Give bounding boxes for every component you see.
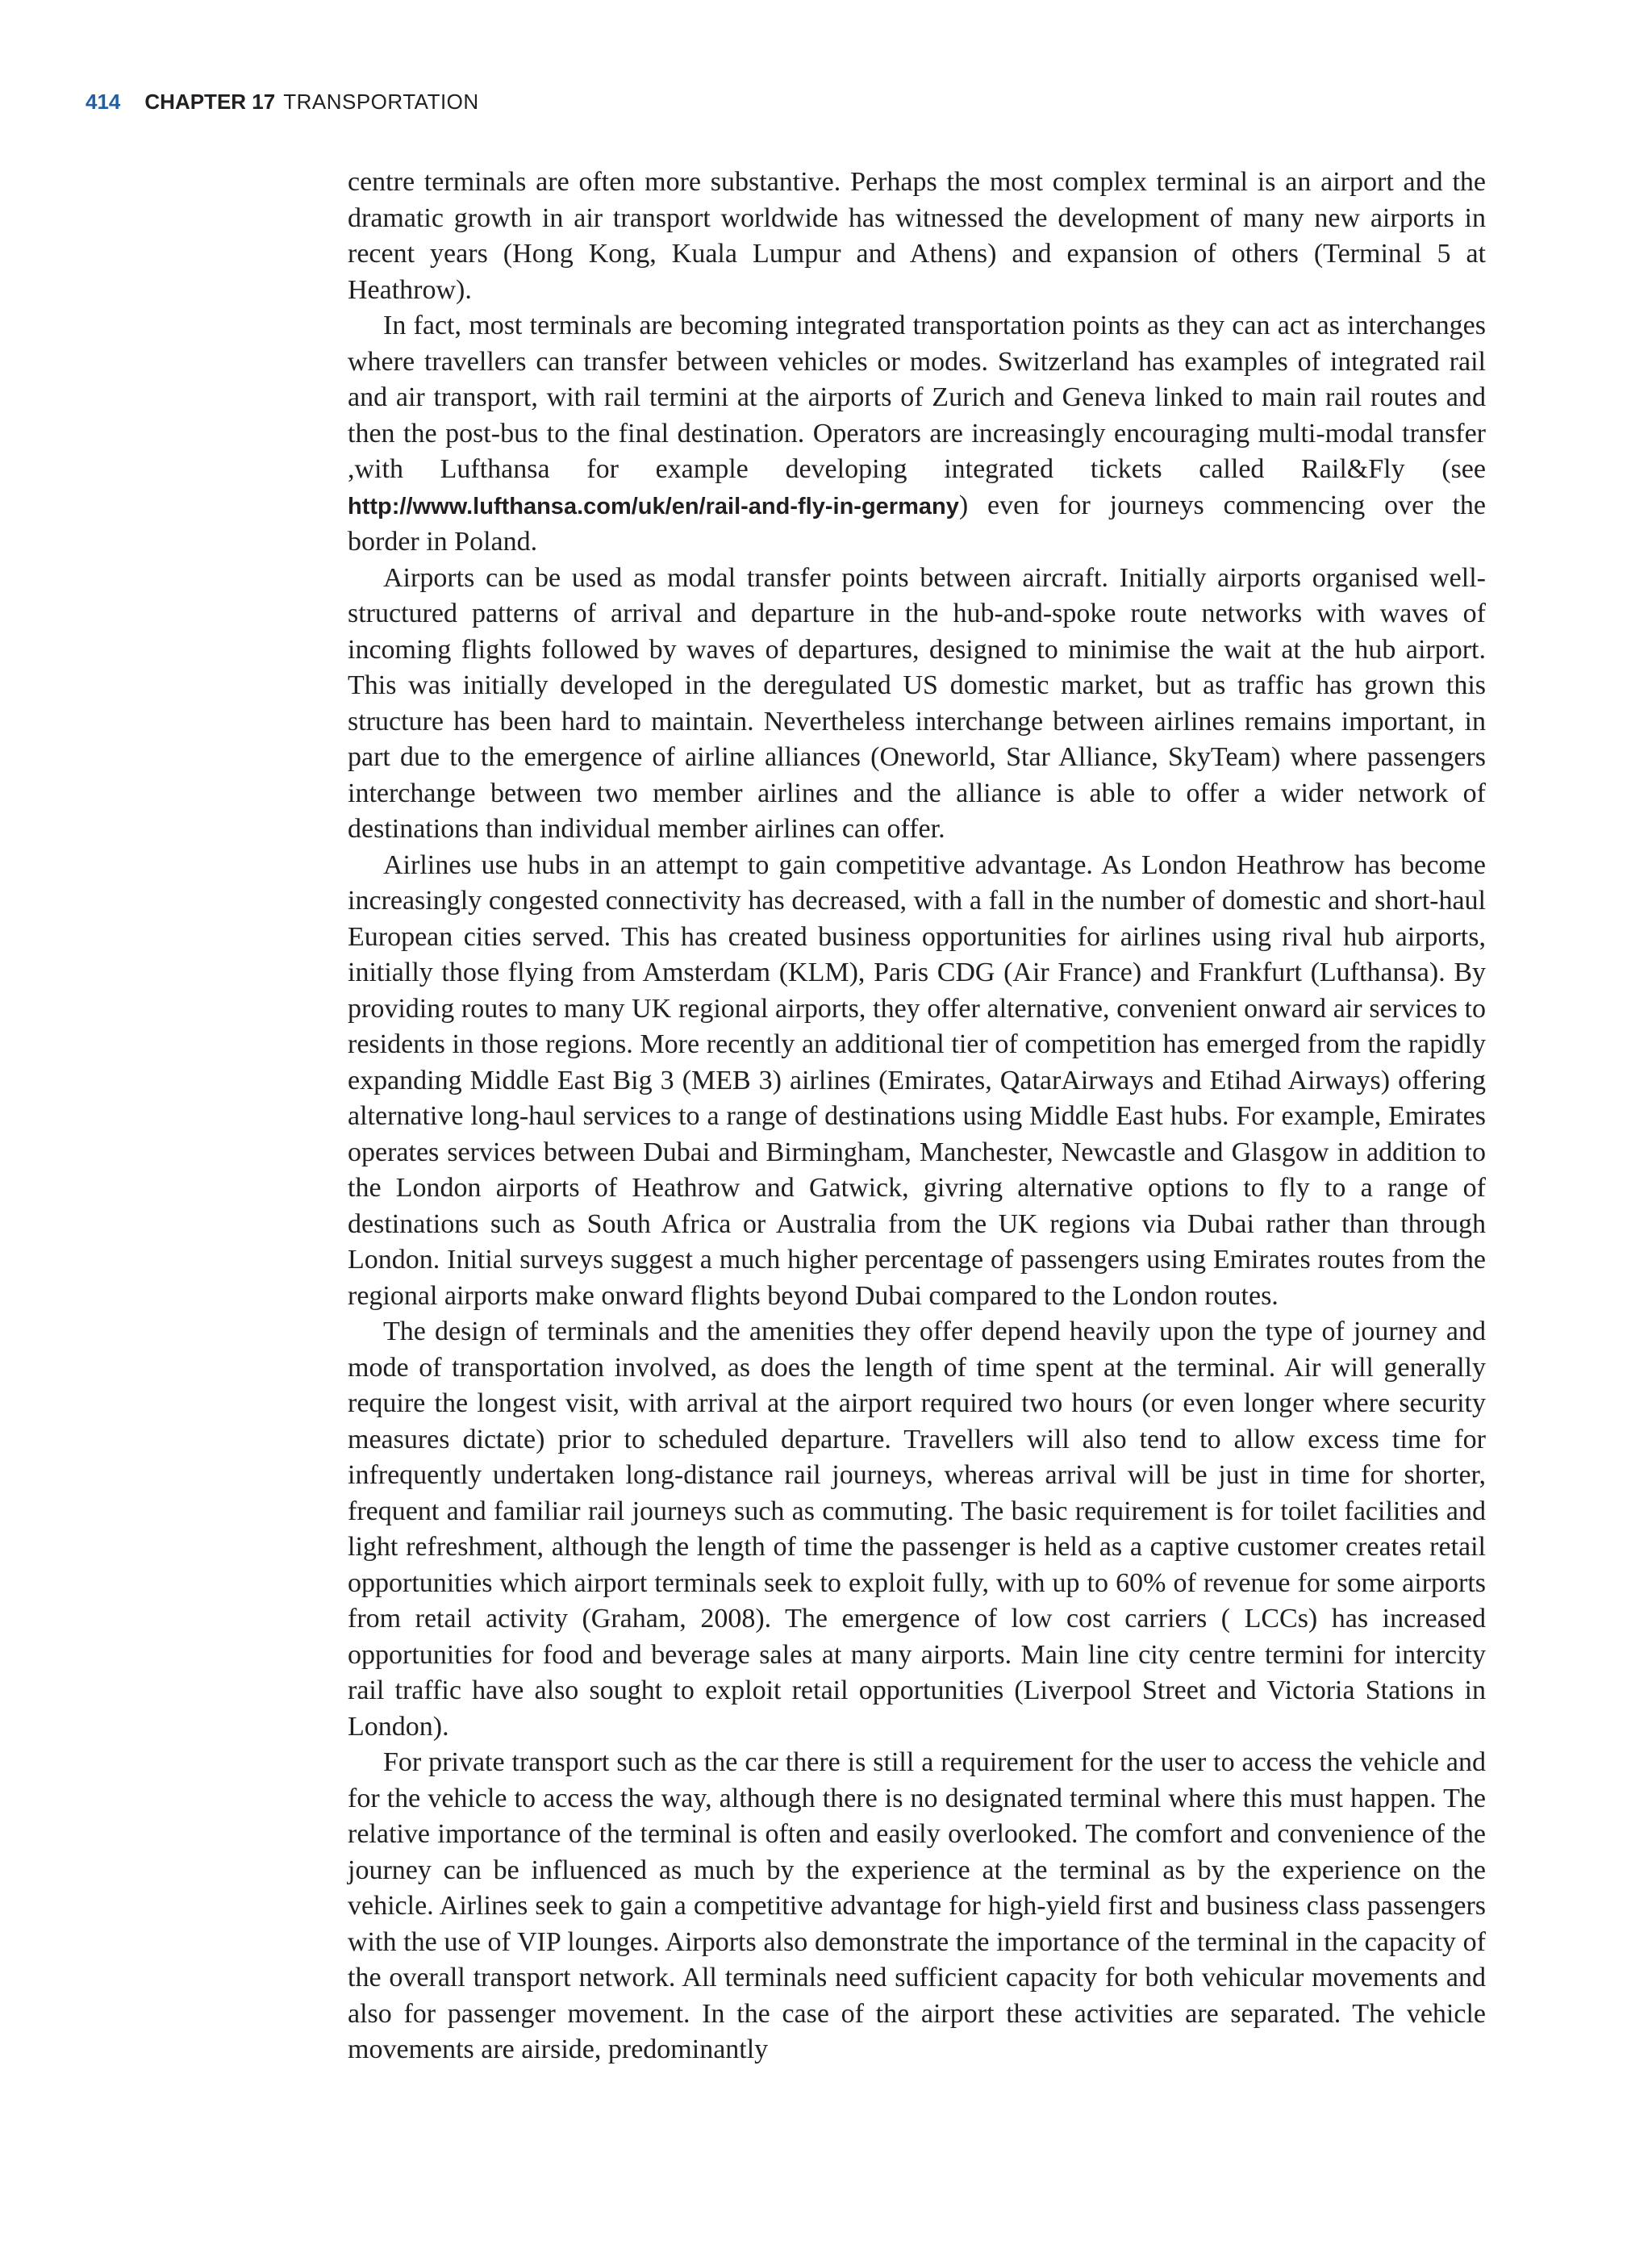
paragraph-text: In fact, most terminals are becoming integrated transportation points as they can act as interchanges where travellers can transfer between vehicles or modes. Switzerland has examples of integrated rail and air transport, with rail termini at the airports of Zurich and Geneva linked to main rail routes and then the post-bus to the final destination. Operators are increasingly encouraging multi-modal transfer ,with Lufthansa for example developing integrated tickets called Rail&Fly (see: [348, 311, 1486, 484]
lufthansa-link[interactable]: http://www.lufthansa.com/uk/en/rail-and-fly-in-germany: [348, 493, 959, 520]
paragraph-continued: centre terminals are often more substantive. Perhaps the most complex terminal is an airport and the dramatic growth in air transport worldwide has witnessed the development of many new airports in recent years (Hong Kong, Kuala Lumpur and Athens) and expansion of others (Terminal 5 at Heathrow).: [348, 167, 1486, 305]
paragraph-modal-transfer: Airports can be used as modal transfer points between aircraft. Initially airports organised well-structured patterns of arrival and departure in the hub-and-spoke route networks with waves of incoming flights followed by waves of departures, designed to minimise the wait at the hub airport. This was initially developed in the deregulated US domestic market, but as traffic has grown this structure has been hard to maintain. Nevertheless interchange between airlines remains important, in part due to the emergence of airline alliances (Oneworld, Star Alliance, SkyTeam) where passengers interchange between two member airlines and the alliance is able to offer a wider network of destinations than individual member airlines can offer.: [348, 562, 1486, 844]
body-text: [348, 165, 1486, 2068]
paragraph-integrated-terminals: [348, 308, 1486, 561]
paragraph-text: ) even for journeys commencing over the border in Poland.: [348, 490, 1486, 557]
paragraph-terminal-design: The design of terminals and the amenities they offer depend heavily upon the type of journey and mode of transportation involved, as does the length of time spent at the terminal. Air will generally require the longest visit, with arrival at the airport required two hours (or even longer where security measures dictate) prior to scheduled departure. Travellers will also tend to allow excess time for infrequently undertaken long-distance rail journeys, whereas arrival will be just in time for shorter, frequent and familiar rail journeys such as commuting. The basic requirement is for toilet facilities and light refreshment, although the length of time the passenger is held as a captive customer creates retail opportunities which airport terminals seek to exploit fully, with up to 60% of revenue for some airports from retail activity (Graham, 2008). The emergence of low cost carriers ( LCCs) has increased opportunities for food and beverage sales at many airports. Main line city centre termini for intercity rail traffic have also sought to exploit retail opportunities (Liverpool Street and Victoria Stations in London).: [348, 1317, 1486, 1742]
chapter-title: TRANSPORTATION: [283, 90, 479, 114]
running-header: [86, 89, 479, 115]
paragraph-private-transport: For private transport such as the car there is still a requirement for the user to access the vehicle and for the vehicle to access the way, although there is no designated terminal where this must happen. The relative importance of the terminal is often and easily overlooked. The comfort and convenience of the journey can be influenced as much by the experience at the terminal as by the experience on the vehicle. Airlines seek to gain a competitive advantage for high-yield first and business class passengers with the use of VIP lounges. Airports also demonstrate the importance of the terminal in the capacity of the overall transport network. All terminals need sufficient capacity for both vehicular movements and also for passenger movement. In the case of the airport these activities are separated. The vehicle movements are airside, predominantly: [348, 1747, 1486, 2064]
chapter-label: CHAPTER 17: [144, 90, 276, 114]
page-number: 414: [86, 90, 121, 114]
paragraph-hubs: Airlines use hubs in an attempt to gain competitive advantage. As London Heathrow has become increasingly congested connectivity has decreased, with a fall in the number of domestic and short-haul European cities served. This has created business opportunities for airlines using rival hub airports, initially those flying from Amsterdam (KLM), Paris CDG (Air France) and Frankfurt (Lufthansa). By providing routes to many UK regional airports, they offer alternative, convenient onward air services to residents in those regions. More recently an additional tier of competition has emerged from the rapidly expanding Middle East Big 3 (MEB 3) airlines (Emirates, QatarAirways and Etihad Airways) offering alternative long-haul services to a range of destinations using Middle East hubs. For example, Emirates operates services between Dubai and Birmingham, Manchester, Newcastle and Glasgow in addition to the London airports of Heathrow and Gatwick, givring alternative options to fly to a range of destinations such as South Africa or Australia from the UK regions via Dubai rather than through London. Initial surveys suggest a much higher percentage of passengers using Emirates routes from the regional airports make onward flights beyond Dubai compared to the London routes.: [348, 849, 1486, 1311]
